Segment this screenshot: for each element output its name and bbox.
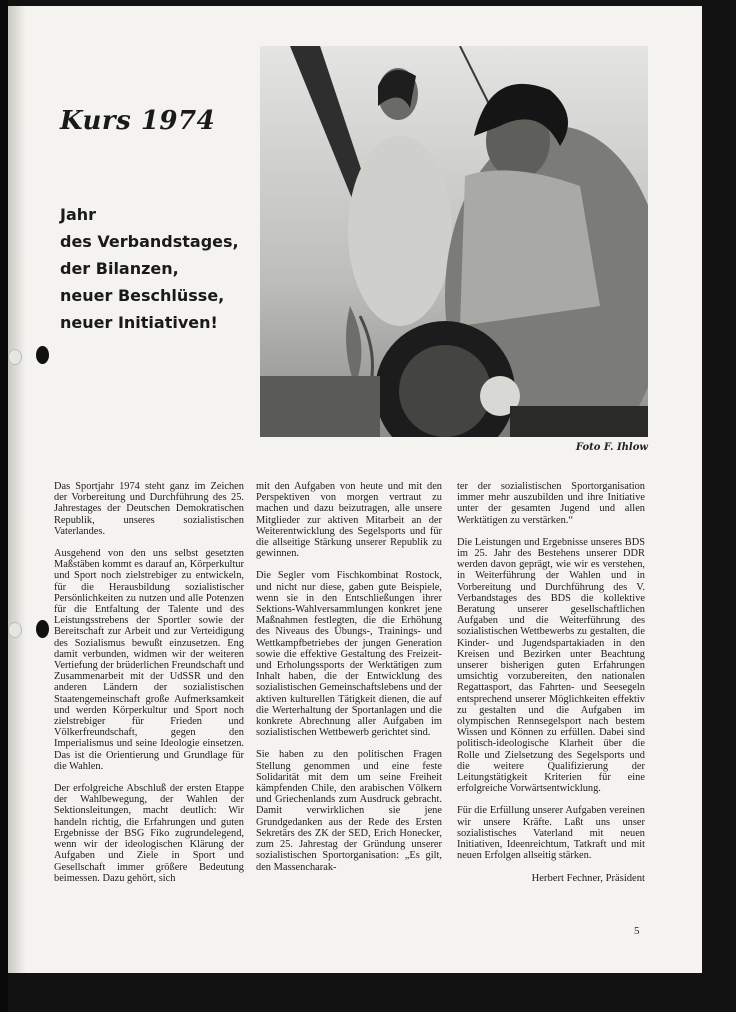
text-column-1 xyxy=(54,481,244,895)
signature: Herbert Fechner, Präsident xyxy=(531,872,645,884)
subheadline xyxy=(60,201,270,336)
page-number: 5 xyxy=(634,925,640,937)
subheadline-line: der Bilanzen, xyxy=(60,259,179,278)
subheadline-line: neuer Initiativen! xyxy=(60,313,218,332)
page-gutter-shadow xyxy=(8,6,26,973)
subheadline-line: Jahr xyxy=(60,205,97,224)
paragraph: Das Sportjahr 1974 steht ganz im Zeichen der Vorbereitung und Durchführung des 25. Jahrestages der Deutschen Demokratischen Republik, unseres sozialistischen Vaterlandes. xyxy=(54,481,244,537)
binding-hole xyxy=(36,620,49,638)
paragraph: Sie haben zu den politischen Fragen Stellung genommen und eine feste Solidarität mit dem um seine Freiheit kämpfenden Chile, den arabischen Völkern und Griechenlands zum Ausdruck gebracht. Damit verwirklichen sie jene Grundgedanken aus der Rede des Ersten Sekretärs des ZK der SED, Erich Honecker, zum 25. Jahrestag der Gründung unserer sozialistischen Sportorganisation: „Es gilt, den Massencharak- xyxy=(256,749,442,873)
sailing-photo xyxy=(260,46,648,437)
headline: Kurs 1974 xyxy=(60,106,216,136)
text-column-3 xyxy=(457,481,645,884)
magazine-page xyxy=(8,6,702,973)
paragraph: ter der sozialistischen Sportorganisation immer mehr auszubilden und ihre Initiative unter der gesamten Jugend und allen Werktätigen zu verstärken.“ xyxy=(457,481,645,526)
subheadline-line: neuer Beschlüsse, xyxy=(60,286,225,305)
binding-mark xyxy=(8,622,22,638)
paragraph: mit den Aufgaben von heute und mit den Perspektiven von morgen vertraut zu machen und dazu beizutragen, alle unsere Mitglieder zur aktiven Mitarbeit an der Weiterentwicklung des Segelsports und für die allseitige Stärkung unserer Republik zu gewinnen. xyxy=(256,481,442,560)
binding-mark xyxy=(8,349,22,365)
subheadline-line: des Verbandstages, xyxy=(60,232,239,251)
binding-hole xyxy=(36,346,49,364)
paragraph: Die Leistungen und Ergebnisse unseres BDS im 25. Jahr des Bestehens unserer DDR werden davon geprägt, wie wir es verstehen, in Weiterführung der Wahlen und in Vorbereitung und Durchführung des V. Verbandstages des BDS die kollektive Beratung unserer gesellschaftlichen Aufgaben und die Weiterführung des sozialistischen Wettbewerbs zu gestalten, die Kinder- und Jugendspartakiaden in den Kreisen und Bezirken unter Beachtung unserer bisherigen guten Erfahrungen umsichtig vorzubereiten, den nationalen Regattasport, das Fahrten- und Seesegeln entsprechend unserer Möglichkeiten effektiv zu gestalten und die Aufgaben im olympischen Rennsegelsport nach bestem Wissen und Können zu erfüllen. Dabei sind politisch-ideologische Klarheit über die Rolle und Zielsetzung des Segelsports und die weitere Qualifizierung der Leitungstätigkeit Kriterien für eine erfolgreiche Vorwärtsentwicklung. xyxy=(457,536,645,795)
sailors-photo-illustration xyxy=(260,46,648,437)
paragraph: Die Segler vom Fischkombinat Rostock, und nicht nur diese, gaben gute Beispiele, wenn sie in den Entschließungen ihrer Sektions-Wahlversammlungen konkret jene Maßnahmen festlegten, die die Erhöhung des Niveaus des Übungs-, Trainings- und Wettkampfbetriebes der jungen Generation sowie die effektive Gestaltung des Freizeit- und Erholungssports der Werktätigen zum Inhalt haben, die der Entwicklung des sozialistischen Gemeinschaftslebens und der aktiven kulturellen Tätigkeit dienen, die auf die Werterhaltung der Sportanlagen und die konkrete Abrechnung aller Aufgaben im sozialistischen Wettbewerb gerichtet sind. xyxy=(256,570,442,739)
scan-background xyxy=(0,0,8,1012)
paragraph: Ausgehend von den uns selbst gesetzten Maßstäben kommt es darauf an, Körperkultur und Sport noch zielstrebiger zu entwickeln, für die Herausbildung sozialistischer Persönlichkeiten zu nutzen und alle Potenzen für die Entfaltung der Talente und des Leistungsstrebens der Sportler sowie der Bereitschaft zur Arbeit und zur Verteidigung des Sozialismus bewußt einzusetzen. Eng damit verbunden, widmen wir der weiteren Vertiefung der brüderlichen Freundschaft und Zusammenarbeit mit der UdSSR und den anderen Ländern der sozialistischen Staatengemeinschaft große Aufmerksamkeit und werden Körperkultur und Sport noch zielstrebiger für Frieden und Völkerfreundschaft, gegen den Imperialismus und seine Ideologie einsetzen. Das ist die Orientierung und Grundlage für die Wahlen. xyxy=(54,548,244,772)
text-column-2 xyxy=(256,481,442,884)
paragraph: Der erfolgreiche Abschluß der ersten Etappe der Wahlbewegung, der Wahlen der Sektionsleitungen, macht deutlich: Wir handeln richtig, die Erfahrungen und guten Ergebnisse der BSG Fiko zugrundelegend, wenn wir der ideologischen Klärung der Aufgaben und Ziele in Sport und Gesellschaft immer größere Bedeutung beimessen. Dazu gehört, sich xyxy=(54,783,244,884)
paragraph: Für die Erfüllung unserer Aufgaben vereinen wir unsere Kräfte. Laßt uns unser sozialistisches Vaterland mit neuen Initiativen, Ideenreichtum, Tatkraft und mit neuen Erfolgen allseitig stärken. xyxy=(457,805,645,862)
photo-credit: Foto F. Ihlow xyxy=(575,442,648,453)
